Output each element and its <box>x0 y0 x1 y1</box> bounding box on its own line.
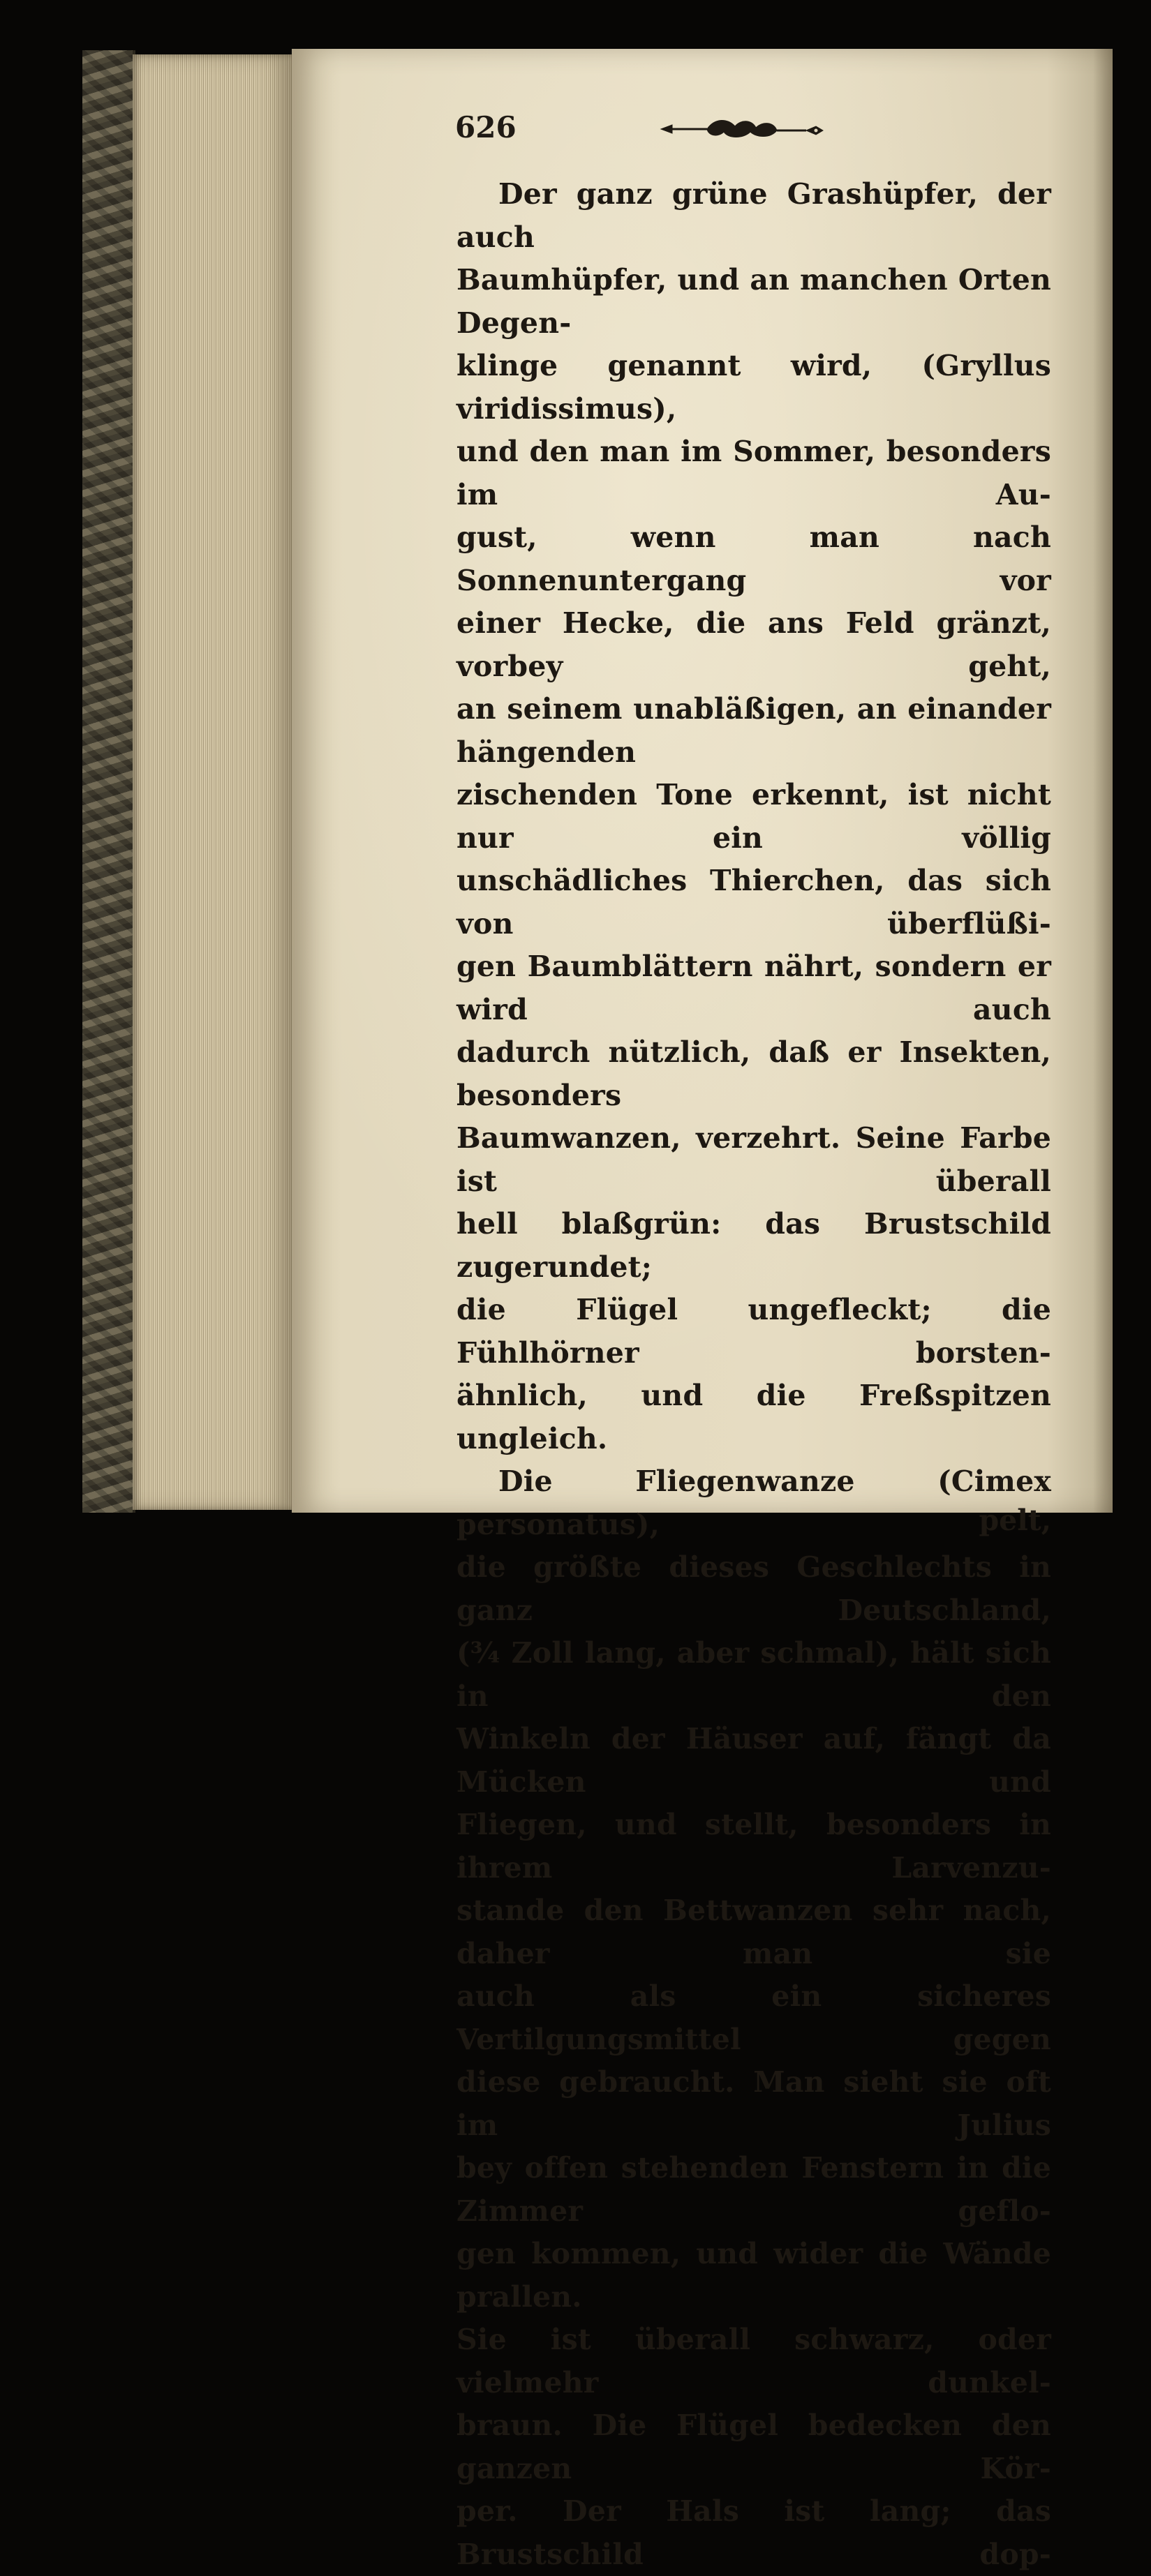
text-line: (¾ Zoll lang, aber schmal), hält sich in den <box>456 1636 1051 1713</box>
text-line: gen Baumblättern nährt, sondern er wird auch <box>456 950 1051 1026</box>
text-line: und den man im Sommer, besonders im Au- <box>456 435 1051 511</box>
text-line: zischenden Tone erkennt, ist nicht nur ein völlig <box>456 778 1051 855</box>
text-line: diese gebraucht. Man sieht sie oft im Julius <box>456 2065 1051 2142</box>
text-line: ähnlich, und die Freßspitzen ungleich. <box>456 1379 1051 1455</box>
page-edges <box>133 54 292 1510</box>
text-line: per. Der Hals ist lang; das Brustschild dop- <box>456 2494 1051 2571</box>
text-line: Winkeln der Häuser auf, fängt da Mücken und <box>456 1722 1051 1799</box>
text-line: die größte dieses Geschlechts in ganz Deutschland, <box>456 1550 1051 1627</box>
text-line: Baumhüpfer, und an manchen Orten Degen- <box>456 263 1051 340</box>
text-line: stande den Bettwanzen sehr nach, daher man sie <box>456 1894 1051 1970</box>
text-line: bey offen stehenden Fenstern in die Zimmer geflo- <box>456 2151 1051 2228</box>
ornament-vignette-icon <box>658 115 826 143</box>
paragraph-grashuepfer <box>456 173 1051 1460</box>
book-page <box>292 49 1113 2571</box>
text-line: braun. Die Flügel bedecken den ganzen Kör- <box>456 2409 1051 2485</box>
page-gutter-shadow <box>1093 49 1113 1513</box>
text-line: Sie ist überall schwarz, oder vielmehr dunkel- <box>456 2323 1051 2399</box>
text-line: gen kommen, und wider die Wände prallen. <box>456 2237 1051 2314</box>
text-line: auch als ein sicheres Vertilgungsmittel gegen <box>456 1979 1051 2056</box>
marbled-book-cover <box>82 50 135 1513</box>
paragraph-fliegenwanze <box>456 1460 1051 2576</box>
text-line: an seinem unabläßigen, an einander hängenden <box>456 692 1051 769</box>
text-line: hell blaßgrün: das Brustschild zugerundet; <box>456 1207 1051 1284</box>
text-line: Die Fliegenwanze (Cimex personatus), <box>456 1465 1051 1541</box>
catchword: pelt, <box>979 1504 1051 1537</box>
text-line: unschädliches Thierchen, das sich von überflüßi- <box>456 864 1051 941</box>
text-line: Fliegen, und stellt, besonders in ihrem Larvenzu- <box>456 1808 1051 1885</box>
page-number: 626 <box>455 110 517 144</box>
main-text <box>456 173 1051 2576</box>
text-line: Baumwanzen, verzehrt. Seine Farbe ist überall <box>456 1121 1051 1198</box>
text-line: dadurch nützlich, daß er Insekten, besonders <box>456 1035 1051 1112</box>
text-line: gust, wenn man nach Sonnenuntergang vor <box>456 521 1051 597</box>
text-line: einer Hecke, die ans Feld gränzt, vorbey geht, <box>456 606 1051 683</box>
text-line: Der ganz grüne Grashüpfer, der auch <box>456 177 1051 254</box>
text-line: klinge genannt wird, (Gryllus viridissimus), <box>456 349 1051 426</box>
text-line: die Flügel ungefleckt; die Fühlhörner borsten- <box>456 1293 1051 1370</box>
